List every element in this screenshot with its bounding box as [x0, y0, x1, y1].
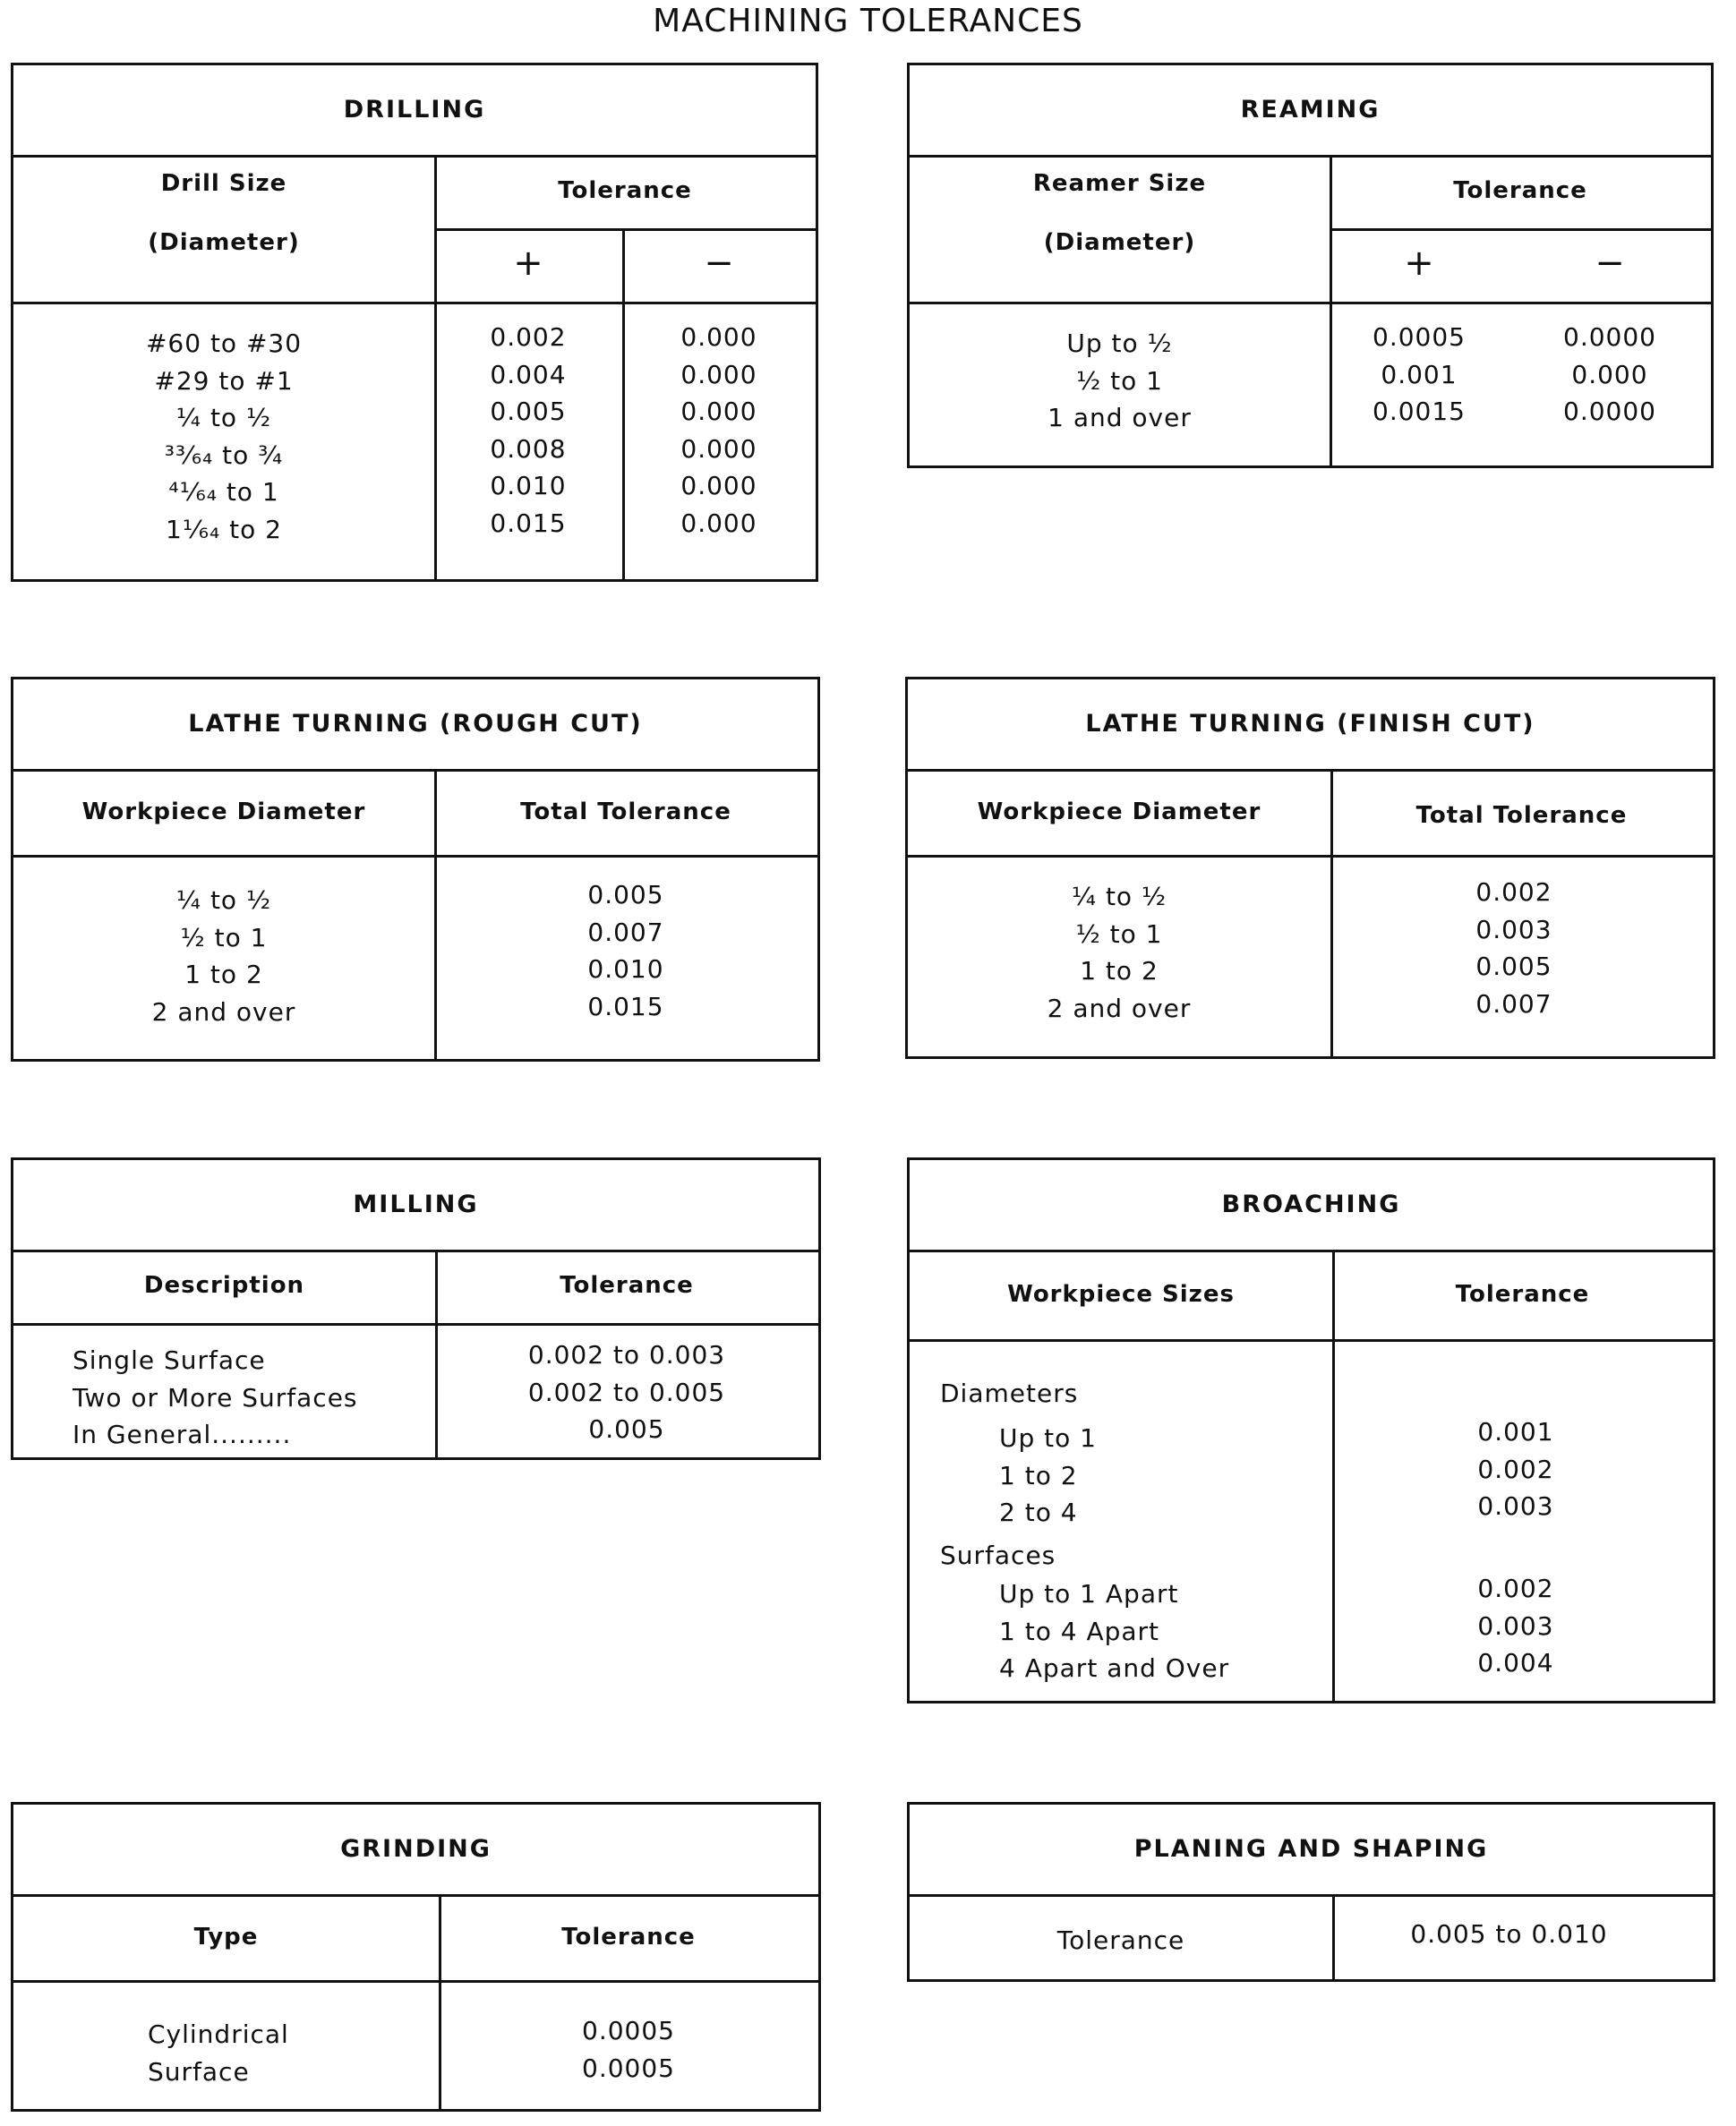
grinding-tolerance-column [439, 2012, 818, 2087]
milling-description-header: Description [143, 1272, 305, 1299]
table-cell: 0.003 [1477, 1610, 1554, 1641]
table-cell: 1¹⁄₆₄ to 2 [166, 514, 282, 544]
planing-title-divider [910, 1894, 1713, 1897]
lathe-finish-header-divider [908, 855, 1713, 858]
drilling-title: DRILLING [343, 96, 486, 124]
drilling-size-header: Drill Size [160, 170, 287, 197]
table-cell: 0.015 [490, 508, 567, 538]
table-cell: 1 to 4 Apart [999, 1616, 1160, 1646]
table-cell: 0.000 [680, 322, 757, 352]
drilling-tolerance-header: Tolerance [558, 177, 692, 204]
table-cell: #60 to #30 [145, 329, 303, 358]
table-cell: ½ to 1 [180, 922, 268, 952]
lathe-rough-tolerance-column [434, 876, 817, 1025]
lathe-rough-size-header: Workpiece Diameter [81, 798, 366, 825]
table-cell: 0.010 [587, 954, 664, 984]
reaming-header-divider [910, 302, 1711, 304]
lathe-finish-table [905, 677, 1715, 1059]
milling-tolerance-header: Tolerance [560, 1272, 694, 1299]
table-cell: 0.002 to 0.003 [527, 1340, 726, 1370]
planing-tolerance-label: Tolerance [1056, 1925, 1185, 1955]
drilling-table [11, 63, 818, 582]
broaching-diameters-label: Diameters [940, 1379, 1079, 1408]
drilling-minus-column [622, 319, 816, 542]
table-cell: 0.000 [680, 508, 757, 538]
grinding-title-divider [13, 1894, 818, 1897]
table-cell: Cylindrical [148, 2019, 289, 2049]
drilling-size-subheader: (Diameter) [148, 229, 300, 256]
table-cell: 4 Apart and Over [999, 1653, 1230, 1683]
table-cell: Up to 1 [999, 1423, 1097, 1453]
reaming-minus-column [1509, 319, 1711, 431]
milling-title-divider [13, 1250, 818, 1252]
broaching-size-header: Workpiece Sizes [1007, 1281, 1235, 1308]
reaming-size-header: Reamer Size [1032, 170, 1207, 197]
table-cell: 2 to 4 [999, 1498, 1078, 1527]
milling-description-column [73, 1342, 431, 1454]
drilling-header-divider [13, 302, 816, 304]
table-cell: 0.0015 [1373, 397, 1466, 426]
drilling-plus-column [434, 319, 622, 542]
lathe-rough-table [11, 677, 820, 1062]
table-cell: 0.003 [1475, 914, 1552, 944]
table-cell: 0.000 [680, 359, 757, 389]
table-cell: 0.0000 [1563, 322, 1656, 352]
table-cell: 0.005 [490, 397, 567, 426]
planing-tolerance-value: 0.005 to 0.010 [1410, 1919, 1608, 1949]
broaching-table [907, 1157, 1715, 1703]
lathe-rough-size-column [13, 882, 434, 1030]
table-cell: Up to ½ [1066, 329, 1173, 358]
table-cell: 0.0000 [1563, 397, 1656, 426]
table-cell: 0.002 [490, 322, 567, 352]
table-cell: 0.000 [680, 397, 757, 426]
table-cell: ¼ to ½ [175, 403, 272, 432]
table-cell: 0.002 to 0.005 [527, 1377, 726, 1407]
minus-symbol: − [704, 243, 734, 284]
milling-table [11, 1157, 821, 1460]
lathe-finish-tolerance-column [1330, 874, 1698, 1022]
table-cell: ½ to 1 [1076, 365, 1163, 396]
table-cell: #29 to #1 [154, 365, 294, 396]
table-cell: 0.0005 [582, 2016, 675, 2045]
reaming-plus-column [1330, 319, 1509, 431]
table-cell: 0.0005 [1373, 322, 1466, 352]
table-cell: ¼ to ½ [1071, 882, 1167, 911]
broaching-title: BROACHING [1221, 1191, 1401, 1218]
table-cell: 0.007 [1475, 988, 1552, 1019]
lathe-finish-size-header: Workpiece Diameter [977, 798, 1261, 825]
table-cell: 1 to 2 [184, 960, 263, 989]
broaching-diameters-column [999, 1420, 1330, 1532]
table-cell: 0.001 [1477, 1417, 1554, 1447]
table-cell: 0.003 [1477, 1491, 1554, 1521]
broaching-surfaces-label: Surfaces [940, 1541, 1056, 1570]
table-cell: 0.000 [680, 471, 757, 500]
broaching-title-divider [910, 1250, 1713, 1252]
table-cell: 0.007 [587, 917, 664, 947]
milling-tolerance-column [435, 1336, 818, 1448]
broaching-diameters-tolerance-column [1332, 1413, 1699, 1525]
reaming-size-subheader: (Diameter) [1043, 229, 1196, 256]
milling-header-divider [13, 1323, 818, 1326]
broaching-header-divider [910, 1339, 1713, 1342]
table-cell: 1 and over [1048, 403, 1192, 432]
table-cell: ½ to 1 [1075, 918, 1163, 949]
plus-symbol: + [513, 243, 543, 284]
table-cell: 0.005 [1475, 952, 1552, 981]
lathe-rough-title-divider [13, 769, 817, 772]
broaching-tolerance-header: Tolerance [1455, 1281, 1590, 1308]
table-cell: 0.0005 [582, 2053, 675, 2083]
table-cell: In General......... [73, 1420, 292, 1449]
reaming-title-divider [910, 155, 1711, 158]
milling-title: MILLING [353, 1191, 479, 1218]
table-cell: ³³⁄₆₄ to ¾ [164, 440, 284, 470]
table-cell: 0.015 [587, 991, 664, 1021]
lathe-finish-size-column [908, 878, 1330, 1027]
table-cell: 0.002 [1477, 1454, 1554, 1484]
drilling-tolerance-divider [434, 228, 816, 231]
table-cell: 0.008 [490, 433, 567, 464]
grinding-type-header: Type [193, 1924, 259, 1951]
broaching-surfaces-column [999, 1575, 1330, 1687]
grinding-title: GRINDING [340, 1835, 492, 1863]
reaming-tolerance-header: Tolerance [1453, 177, 1587, 204]
table-cell: Surface [148, 2056, 250, 2087]
table-cell: 0.002 [1477, 1574, 1554, 1603]
table-cell: 0.005 [588, 1414, 665, 1444]
minus-symbol: − [1595, 243, 1625, 284]
drilling-size-column [13, 325, 434, 548]
lathe-finish-title-divider [908, 769, 1713, 772]
grinding-table [11, 1802, 821, 2112]
planing-shaping-title: PLANING AND SHAPING [1133, 1835, 1489, 1863]
page-title: MACHINING TOLERANCES [653, 3, 1083, 39]
table-cell: 0.005 [587, 880, 664, 909]
grinding-type-column [148, 2016, 434, 2090]
table-cell: 0.004 [1477, 1648, 1554, 1678]
lathe-rough-tolerance-header: Total Tolerance [520, 798, 731, 825]
table-cell: 0.000 [680, 433, 757, 464]
reaming-size-column [910, 325, 1330, 437]
lathe-rough-header-divider [13, 855, 817, 858]
reaming-table [907, 63, 1714, 468]
table-cell: 2 and over [1047, 993, 1192, 1023]
lathe-finish-tolerance-header: Total Tolerance [1415, 802, 1628, 829]
table-cell: 1 to 2 [999, 1460, 1078, 1490]
table-cell: 2 and over [151, 996, 296, 1027]
table-cell: 0.001 [1381, 359, 1458, 389]
grinding-header-divider [13, 1980, 818, 1983]
table-cell: Two or More Surfaces [73, 1382, 358, 1413]
reaming-tolerance-divider [1330, 228, 1711, 231]
lathe-finish-title: LATHE TURNING (FINISH CUT) [1085, 710, 1535, 738]
broaching-surfaces-tolerance-column [1332, 1570, 1699, 1682]
table-cell: Single Surface [73, 1345, 266, 1375]
table-cell: ⁴¹⁄₆₄ to 1 [168, 477, 279, 507]
plus-symbol: + [1404, 243, 1434, 284]
grinding-tolerance-header: Tolerance [561, 1924, 696, 1951]
table-cell: 0.002 [1475, 877, 1552, 907]
reaming-title: REAMING [1240, 96, 1381, 124]
table-cell: ¼ to ½ [175, 885, 272, 915]
table-cell: 0.010 [490, 471, 567, 500]
table-cell: 0.000 [1571, 359, 1648, 389]
lathe-rough-title: LATHE TURNING (ROUGH CUT) [188, 710, 643, 738]
table-cell: Up to 1 Apart [999, 1579, 1179, 1609]
table-cell: 1 to 2 [1080, 956, 1159, 986]
planing-shaping-table [907, 1802, 1715, 1982]
table-cell: 0.004 [490, 359, 567, 389]
drilling-title-divider [13, 155, 816, 158]
